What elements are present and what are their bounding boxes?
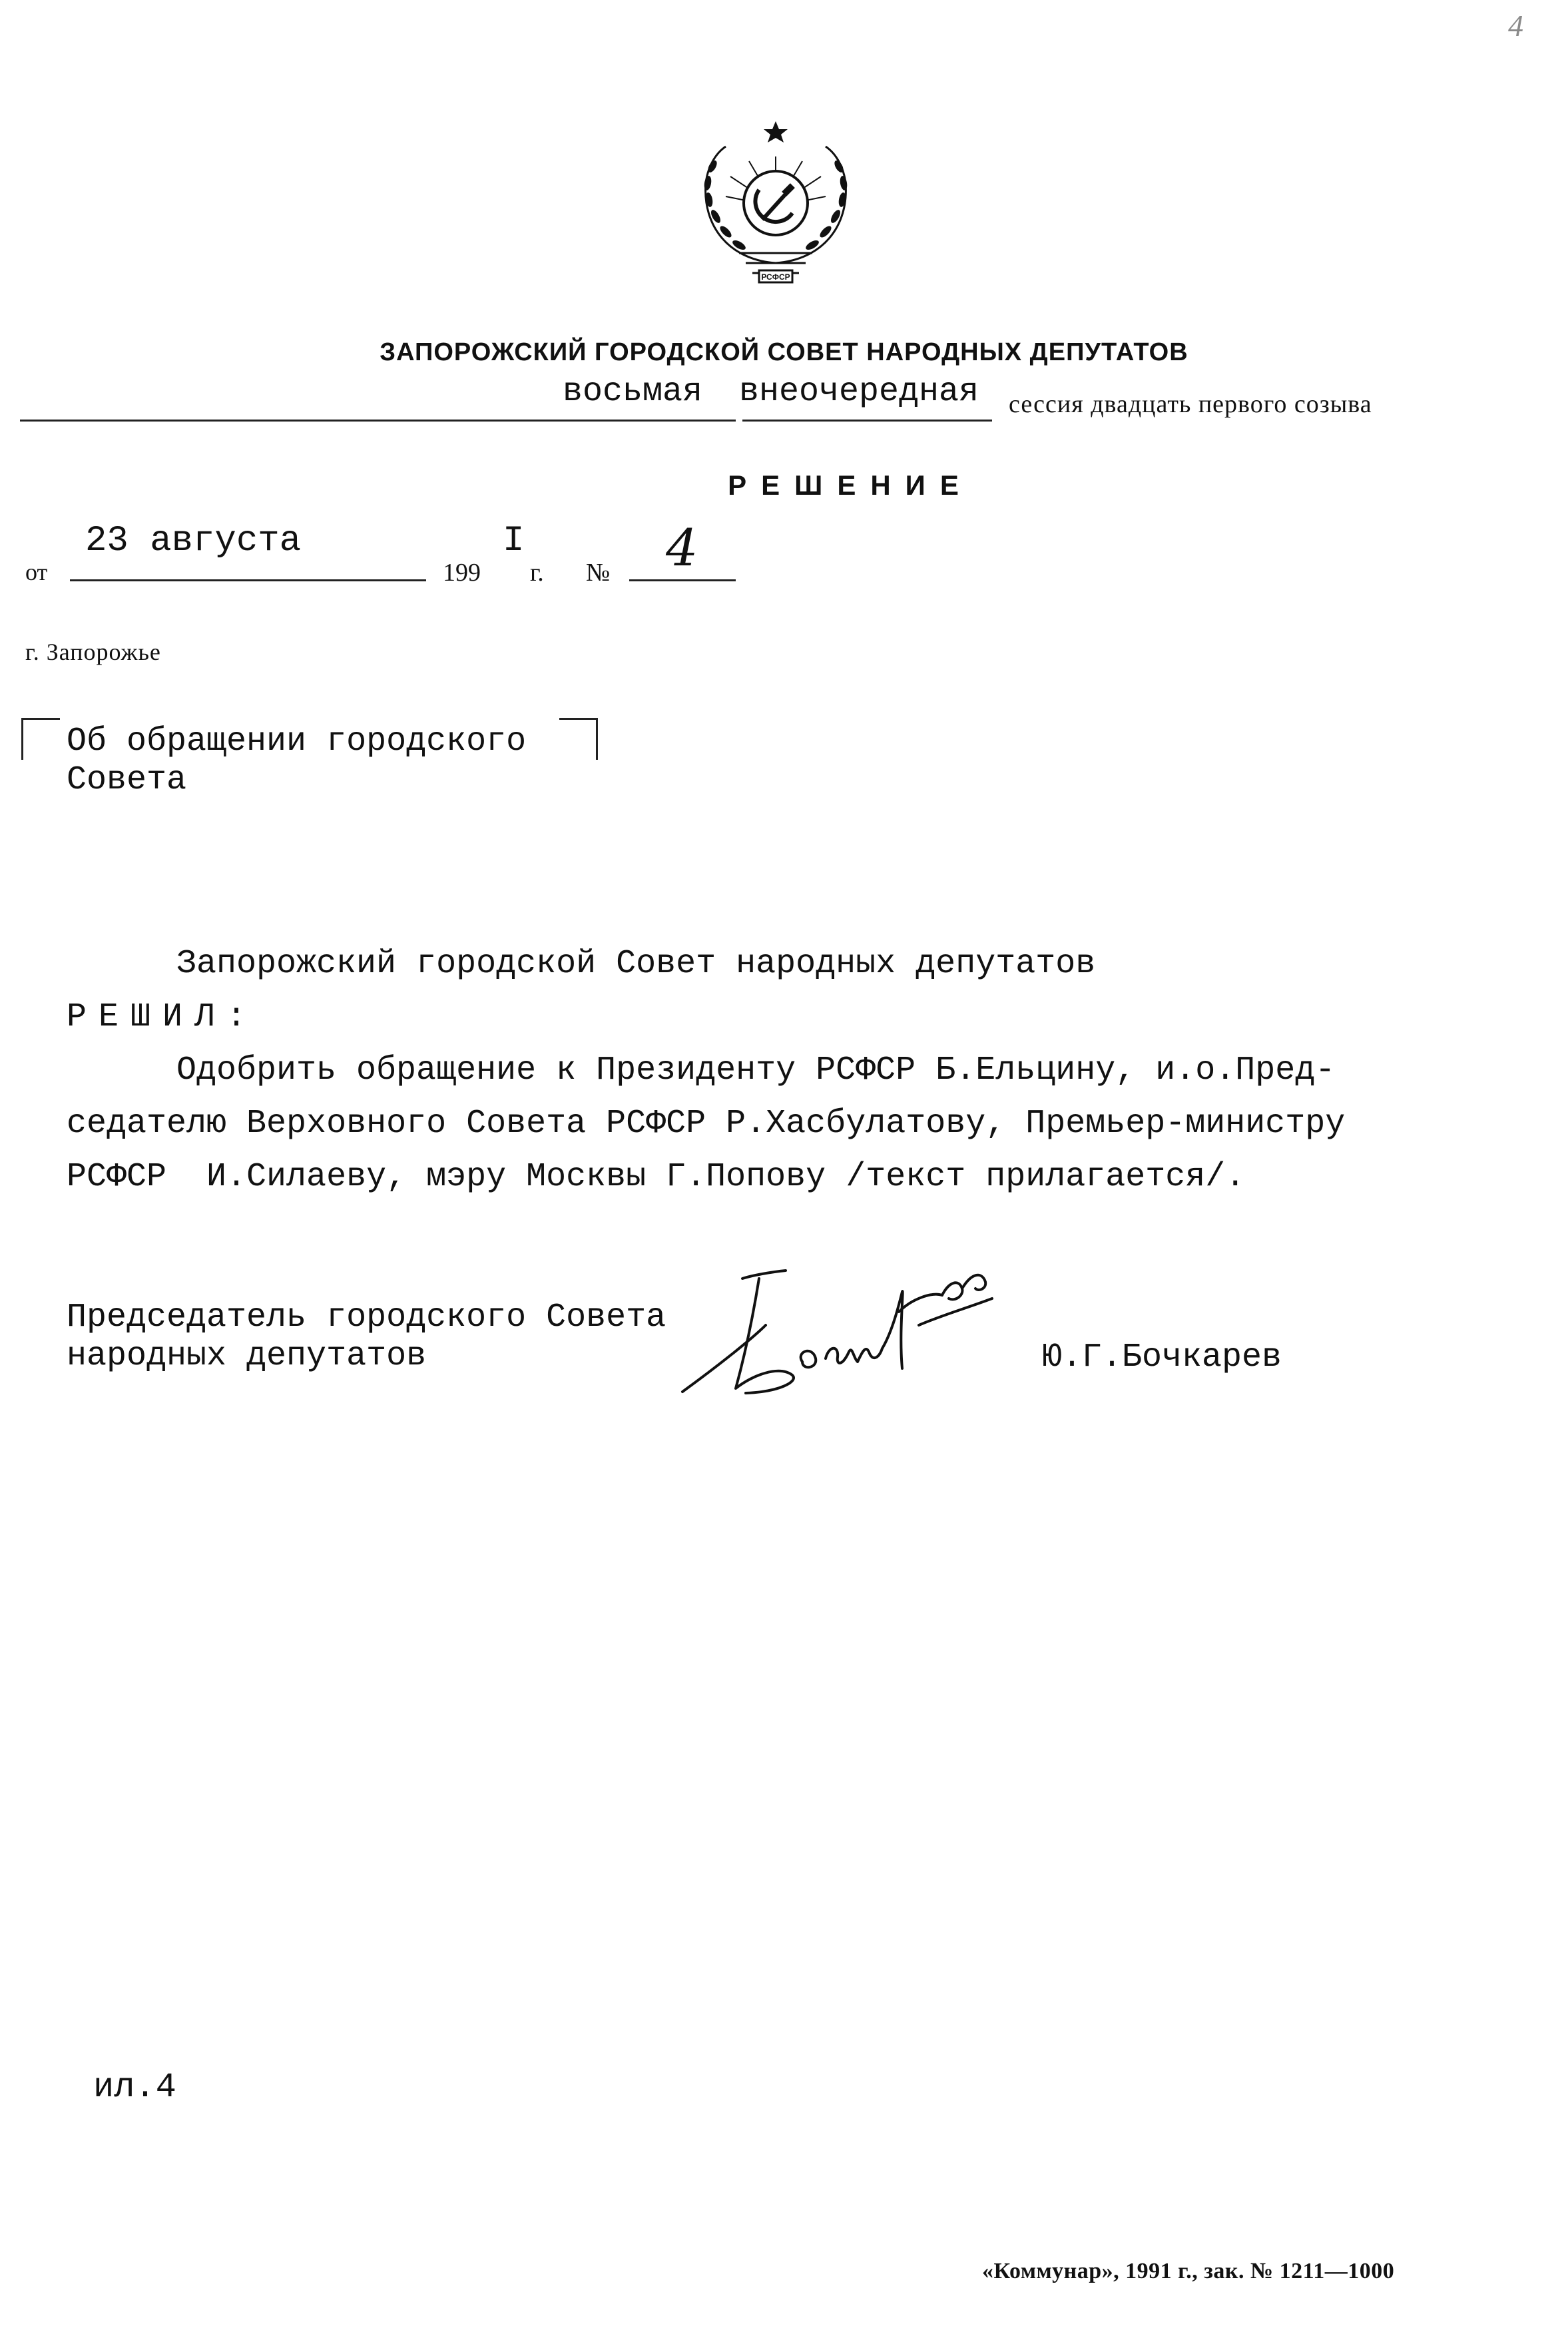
body-council: Запорожский городской Совет народных депутатов: [176, 945, 1096, 983]
subject-bracket-right: [559, 718, 598, 760]
body-line-3: РСФСР И.Силаеву, мэру Москвы Г.Попову /текст прилагается/.: [67, 1158, 1246, 1196]
subject-line-2: Совета: [67, 761, 187, 799]
session-ordinal-underline: [20, 420, 736, 422]
chair-title-line-1: Председатель городского Совета: [67, 1299, 666, 1336]
session-ordinal: восьмая: [563, 373, 703, 411]
chair-name: Ю.Г.Бочкарев: [1042, 1338, 1282, 1376]
state-emblem-icon: [676, 120, 876, 286]
archive-page-mark: 4: [1508, 9, 1523, 43]
printer-imprint: «Коммунар», 1991 г., зак. № 1211—1000: [982, 2259, 1395, 2283]
year-suffix: г.: [530, 559, 544, 587]
date-from-label: от: [25, 559, 48, 585]
session-kind: внеочередная: [739, 373, 979, 411]
subject-bracket-left: [21, 718, 60, 760]
svg-text:РСФСР: РСФСР: [761, 272, 790, 282]
body-line-2: седателю Верховного Совета РСФСР Р.Хасбулатову, Премьер-министру: [67, 1105, 1346, 1143]
chair-title: [67, 1299, 666, 1376]
decision-date: 23 августа: [85, 521, 302, 561]
body-resolved: РЕШИЛ:: [67, 998, 259, 1036]
decision-subject: [67, 723, 526, 800]
decision-title: РЕШЕНИЕ: [728, 469, 973, 501]
sheet-reference: ил.4: [93, 2068, 176, 2107]
session-suffix: сессия двадцать первого созыва: [1009, 390, 1372, 418]
city-label: г. Запорожье: [25, 639, 161, 665]
decision-number: 4: [666, 518, 698, 577]
council-header: ЗАПОРОЖСКИЙ ГОРОДСКОЙ СОВЕТ НАРОДНЫХ ДЕПУТАТОВ: [380, 338, 1188, 366]
number-underline: [629, 579, 736, 581]
year-prefix: 199: [443, 559, 481, 587]
subject-line-1: Об обращении городского: [67, 723, 527, 760]
date-underline: [70, 579, 426, 581]
year-digit: I: [503, 521, 525, 561]
number-label: №: [586, 559, 611, 587]
body-line-1: Одобрить обращение к Президенту РСФСР Б.Ельцину, и.о.Пред-: [176, 1051, 1336, 1089]
session-kind-underline: [742, 420, 992, 422]
chair-title-line-2: народных депутатов: [67, 1337, 427, 1375]
handwritten-signature: [679, 1252, 1032, 1405]
